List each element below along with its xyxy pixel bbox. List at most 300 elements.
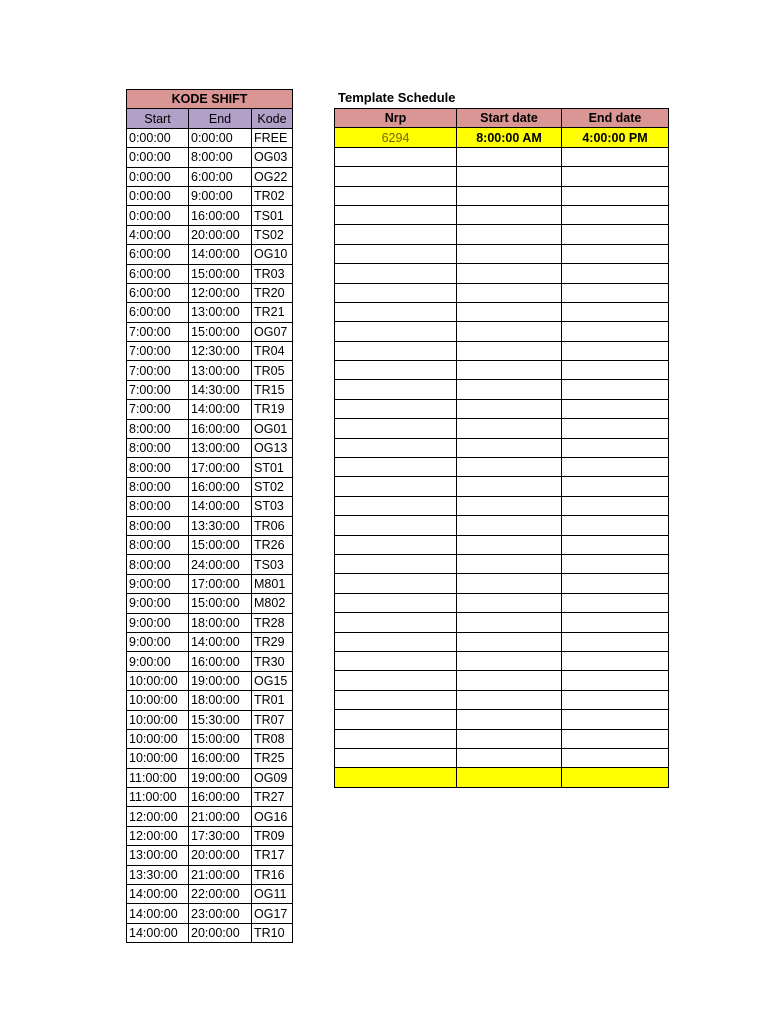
- table-row: [127, 283, 293, 302]
- schedule-cell[interactable]: [457, 574, 562, 593]
- kode-cell[interactable]: OG16: [252, 807, 293, 826]
- schedule-cell[interactable]: [335, 399, 457, 418]
- table-row: [127, 477, 293, 496]
- schedule-cell[interactable]: [562, 516, 669, 535]
- kode-cell[interactable]: TR08: [252, 729, 293, 748]
- schedule-title: Template Schedule: [338, 90, 456, 105]
- end-cell[interactable]: 14:00:00: [189, 245, 252, 264]
- schedule-row: [335, 554, 669, 573]
- end-cell[interactable]: 13:00:00: [189, 439, 252, 458]
- end-cell[interactable]: 13:00:00: [189, 303, 252, 322]
- kode-cell[interactable]: TR06: [252, 516, 293, 535]
- schedule-row: [335, 729, 669, 748]
- start-cell[interactable]: 10:00:00: [127, 710, 189, 729]
- start-cell[interactable]: 11:00:00: [127, 768, 189, 787]
- schedule-cell[interactable]: [562, 419, 669, 438]
- table-row: [127, 613, 293, 632]
- column-header-start: Start: [127, 109, 189, 128]
- table-row: [127, 128, 293, 147]
- schedule-cell[interactable]: [457, 167, 562, 186]
- schedule-cell[interactable]: [562, 632, 669, 651]
- kode-cell[interactable]: OG03: [252, 148, 293, 167]
- schedule-cell[interactable]: [335, 477, 457, 496]
- schedule-row: [335, 748, 669, 767]
- column-header-nrp: Nrp: [335, 109, 457, 128]
- end-cell[interactable]: 6:00:00: [189, 167, 252, 186]
- schedule-cell[interactable]: [335, 322, 457, 341]
- end-cell[interactable]: 0:00:00: [189, 128, 252, 147]
- schedule-row: [335, 167, 669, 186]
- kode-cell[interactable]: M801: [252, 574, 293, 593]
- schedule-cell[interactable]: [335, 244, 457, 263]
- kode-cell[interactable]: TR25: [252, 749, 293, 768]
- kode-cell[interactable]: OG13: [252, 439, 293, 458]
- end-cell[interactable]: 16:00:00: [189, 206, 252, 225]
- schedule-cell[interactable]: [457, 399, 562, 418]
- kode-cell[interactable]: ST01: [252, 458, 293, 477]
- end-cell[interactable]: 16:00:00: [189, 788, 252, 807]
- table-row: [127, 652, 293, 671]
- table-row: [127, 342, 293, 361]
- schedule-cell[interactable]: [562, 458, 669, 477]
- end-cell[interactable]: 16:00:00: [189, 749, 252, 768]
- kode-cell[interactable]: TR02: [252, 186, 293, 205]
- schedule-row: [335, 710, 669, 729]
- start-cell[interactable]: 8:00:00: [127, 458, 189, 477]
- schedule-cell[interactable]: [335, 632, 457, 651]
- schedule-cell[interactable]: [457, 322, 562, 341]
- schedule-cell[interactable]: [562, 167, 669, 186]
- start-cell[interactable]: 7:00:00: [127, 380, 189, 399]
- schedule-cell[interactable]: [562, 690, 669, 709]
- schedule-row: [335, 477, 669, 496]
- schedule-row: [335, 768, 669, 787]
- schedule-cell[interactable]: [562, 748, 669, 767]
- kode-cell[interactable]: TR05: [252, 361, 293, 380]
- schedule-cell[interactable]: [562, 768, 669, 787]
- schedule-cell[interactable]: [335, 748, 457, 767]
- schedule-row: [335, 458, 669, 477]
- schedule-cell[interactable]: [457, 729, 562, 748]
- schedule-cell[interactable]: [457, 613, 562, 632]
- start-cell[interactable]: 7:00:00: [127, 361, 189, 380]
- end-cell[interactable]: 15:00:00: [189, 729, 252, 748]
- end-cell[interactable]: 23:00:00: [189, 904, 252, 923]
- schedule-cell[interactable]: [457, 361, 562, 380]
- table-row: [127, 691, 293, 710]
- kode-cell[interactable]: TR26: [252, 535, 293, 554]
- kode-cell[interactable]: OG15: [252, 671, 293, 690]
- schedule-cell[interactable]: [335, 651, 457, 670]
- end-cell[interactable]: 14:00:00: [189, 632, 252, 651]
- table-row: [127, 865, 293, 884]
- schedule-cell[interactable]: [562, 438, 669, 457]
- start-cell[interactable]: 0:00:00: [127, 148, 189, 167]
- schedule-cell[interactable]: [335, 593, 457, 612]
- column-header-end-date: End date: [562, 109, 669, 128]
- kode-cell[interactable]: FREE: [252, 128, 293, 147]
- schedule-cell[interactable]: [562, 651, 669, 670]
- end-cell[interactable]: 14:30:00: [189, 380, 252, 399]
- table-row: [127, 729, 293, 748]
- kode-cell[interactable]: TR27: [252, 788, 293, 807]
- start-cell[interactable]: 8:00:00: [127, 477, 189, 496]
- start-cell[interactable]: 7:00:00: [127, 400, 189, 419]
- table-row: [127, 788, 293, 807]
- table-row: [127, 904, 293, 923]
- schedule-row: [335, 302, 669, 321]
- table-row: [127, 225, 293, 244]
- start-cell[interactable]: 13:00:00: [127, 846, 189, 865]
- start-cell[interactable]: 0:00:00: [127, 186, 189, 205]
- schedule-cell[interactable]: [457, 477, 562, 496]
- schedule-cell[interactable]: [562, 186, 669, 205]
- table-row: [127, 167, 293, 186]
- start-cell[interactable]: 11:00:00: [127, 788, 189, 807]
- table-row: [127, 497, 293, 516]
- schedule-cell[interactable]: [457, 438, 562, 457]
- schedule-cell[interactable]: [562, 264, 669, 283]
- schedule-cell[interactable]: [562, 554, 669, 573]
- schedule-cell[interactable]: [562, 147, 669, 166]
- schedule-cell[interactable]: [562, 593, 669, 612]
- schedule-cell[interactable]: [457, 748, 562, 767]
- schedule-row: [335, 632, 669, 651]
- start-cell[interactable]: 0:00:00: [127, 206, 189, 225]
- schedule-row: [335, 225, 669, 244]
- schedule-cell[interactable]: [457, 205, 562, 224]
- table-row: [127, 749, 293, 768]
- schedule-row: [335, 244, 669, 263]
- start-cell[interactable]: 9:00:00: [127, 652, 189, 671]
- end-cell[interactable]: 8:00:00: [189, 148, 252, 167]
- start-cell[interactable]: 10:00:00: [127, 749, 189, 768]
- start-cell[interactable]: 9:00:00: [127, 574, 189, 593]
- schedule-cell[interactable]: [335, 729, 457, 748]
- end-cell[interactable]: 12:00:00: [189, 283, 252, 302]
- schedule-row: [335, 205, 669, 224]
- table-row: [127, 885, 293, 904]
- kode-cell[interactable]: TR21: [252, 303, 293, 322]
- kode-cell[interactable]: TR16: [252, 865, 293, 884]
- schedule-cell[interactable]: [457, 341, 562, 360]
- table-row: [127, 322, 293, 341]
- end-date-cell[interactable]: 4:00:00 PM: [562, 128, 669, 147]
- kode-cell[interactable]: TR15: [252, 380, 293, 399]
- schedule-cell[interactable]: [562, 225, 669, 244]
- schedule-cell[interactable]: [457, 554, 562, 573]
- kode-shift-title: KODE SHIFT: [127, 90, 293, 109]
- schedule-cell[interactable]: [457, 244, 562, 263]
- table-row: [127, 400, 293, 419]
- schedule-cell[interactable]: [457, 147, 562, 166]
- kode-cell[interactable]: TR20: [252, 283, 293, 302]
- schedule-cell[interactable]: [457, 225, 562, 244]
- nrp-cell[interactable]: 6294: [335, 128, 457, 147]
- column-header-kode: Kode: [252, 109, 293, 128]
- start-cell[interactable]: 4:00:00: [127, 225, 189, 244]
- start-cell[interactable]: 14:00:00: [127, 904, 189, 923]
- schedule-cell[interactable]: [457, 186, 562, 205]
- column-header-start-date: Start date: [457, 109, 562, 128]
- end-cell[interactable]: 19:00:00: [189, 671, 252, 690]
- table-row: [127, 632, 293, 651]
- schedule-row: [335, 613, 669, 632]
- schedule-row: [335, 671, 669, 690]
- column-header-end: End: [189, 109, 252, 128]
- kode-cell[interactable]: TS03: [252, 555, 293, 574]
- end-cell[interactable]: 13:30:00: [189, 516, 252, 535]
- kode-cell[interactable]: TR07: [252, 710, 293, 729]
- schedule-cell[interactable]: [335, 380, 457, 399]
- schedule-row: [335, 283, 669, 302]
- start-cell[interactable]: 6:00:00: [127, 245, 189, 264]
- schedule-cell[interactable]: [562, 341, 669, 360]
- schedule-cell[interactable]: [335, 768, 457, 787]
- schedule-row: [335, 322, 669, 341]
- schedule-row: [335, 147, 669, 166]
- start-cell[interactable]: 6:00:00: [127, 303, 189, 322]
- table-row: [127, 710, 293, 729]
- schedule-cell[interactable]: [335, 554, 457, 573]
- template-schedule-table: [334, 108, 669, 788]
- schedule-row: [335, 516, 669, 535]
- schedule-cell[interactable]: [335, 710, 457, 729]
- kode-cell[interactable]: TS02: [252, 225, 293, 244]
- table-row: [127, 380, 293, 399]
- start-cell[interactable]: 9:00:00: [127, 632, 189, 651]
- schedule-cell[interactable]: [457, 516, 562, 535]
- kode-cell[interactable]: OG09: [252, 768, 293, 787]
- end-cell[interactable]: 20:00:00: [189, 846, 252, 865]
- table-row: [127, 923, 293, 942]
- end-cell[interactable]: 14:00:00: [189, 497, 252, 516]
- end-cell[interactable]: 13:00:00: [189, 361, 252, 380]
- table-row: [127, 535, 293, 554]
- kode-cell[interactable]: OG11: [252, 885, 293, 904]
- end-cell[interactable]: 15:00:00: [189, 322, 252, 341]
- table-row: [127, 671, 293, 690]
- kode-cell[interactable]: TR19: [252, 400, 293, 419]
- schedule-cell[interactable]: [457, 264, 562, 283]
- end-cell[interactable]: 16:00:00: [189, 419, 252, 438]
- end-cell[interactable]: 15:30:00: [189, 710, 252, 729]
- start-cell[interactable]: 6:00:00: [127, 264, 189, 283]
- end-cell[interactable]: 15:00:00: [189, 535, 252, 554]
- start-cell[interactable]: 6:00:00: [127, 283, 189, 302]
- schedule-cell[interactable]: [335, 613, 457, 632]
- schedule-cell[interactable]: [562, 671, 669, 690]
- schedule-cell[interactable]: [562, 496, 669, 515]
- kode-cell[interactable]: TR17: [252, 846, 293, 865]
- kode-cell[interactable]: TS01: [252, 206, 293, 225]
- table-row: [127, 458, 293, 477]
- schedule-cell[interactable]: [335, 186, 457, 205]
- end-cell[interactable]: 21:00:00: [189, 807, 252, 826]
- end-cell[interactable]: 17:00:00: [189, 574, 252, 593]
- schedule-cell[interactable]: [335, 283, 457, 302]
- start-cell[interactable]: 8:00:00: [127, 535, 189, 554]
- start-cell[interactable]: 9:00:00: [127, 613, 189, 632]
- start-cell[interactable]: 14:00:00: [127, 923, 189, 942]
- kode-cell[interactable]: M802: [252, 594, 293, 613]
- kode-cell[interactable]: TR28: [252, 613, 293, 632]
- kode-shift-table: [126, 89, 293, 943]
- end-cell[interactable]: 17:00:00: [189, 458, 252, 477]
- schedule-cell[interactable]: [562, 399, 669, 418]
- schedule-cell[interactable]: [457, 302, 562, 321]
- schedule-cell[interactable]: [562, 613, 669, 632]
- schedule-row: [335, 574, 669, 593]
- end-cell[interactable]: 17:30:00: [189, 826, 252, 845]
- schedule-cell[interactable]: [335, 264, 457, 283]
- end-cell[interactable]: 24:00:00: [189, 555, 252, 574]
- schedule-cell[interactable]: [335, 225, 457, 244]
- kode-cell[interactable]: TR30: [252, 652, 293, 671]
- schedule-cell[interactable]: [335, 302, 457, 321]
- kode-cell[interactable]: TR04: [252, 342, 293, 361]
- schedule-cell[interactable]: [457, 283, 562, 302]
- schedule-row: [335, 438, 669, 457]
- kode-cell[interactable]: OG22: [252, 167, 293, 186]
- start-cell[interactable]: 12:00:00: [127, 826, 189, 845]
- schedule-cell[interactable]: [457, 690, 562, 709]
- table-row: [127, 574, 293, 593]
- schedule-cell[interactable]: [335, 671, 457, 690]
- start-cell[interactable]: 7:00:00: [127, 342, 189, 361]
- table-row: [127, 807, 293, 826]
- end-cell[interactable]: 9:00:00: [189, 186, 252, 205]
- kode-cell[interactable]: OG10: [252, 245, 293, 264]
- kode-cell[interactable]: TR10: [252, 923, 293, 942]
- schedule-cell[interactable]: [457, 419, 562, 438]
- schedule-cell[interactable]: [335, 690, 457, 709]
- kode-cell[interactable]: TR03: [252, 264, 293, 283]
- kode-cell[interactable]: TR09: [252, 826, 293, 845]
- schedule-cell[interactable]: [562, 729, 669, 748]
- end-cell[interactable]: 21:00:00: [189, 865, 252, 884]
- start-cell[interactable]: 8:00:00: [127, 419, 189, 438]
- schedule-cell[interactable]: [457, 671, 562, 690]
- schedule-cell[interactable]: [562, 361, 669, 380]
- start-cell[interactable]: 8:00:00: [127, 439, 189, 458]
- schedule-cell[interactable]: [562, 710, 669, 729]
- schedule-cell[interactable]: [562, 477, 669, 496]
- schedule-cell[interactable]: [335, 535, 457, 554]
- table-row: [127, 148, 293, 167]
- start-cell[interactable]: 12:00:00: [127, 807, 189, 826]
- end-cell[interactable]: 22:00:00: [189, 885, 252, 904]
- table-row: [127, 439, 293, 458]
- schedule-cell[interactable]: [457, 458, 562, 477]
- schedule-cell[interactable]: [335, 496, 457, 515]
- schedule-cell[interactable]: [457, 651, 562, 670]
- end-cell[interactable]: 18:00:00: [189, 613, 252, 632]
- schedule-cell[interactable]: [562, 205, 669, 224]
- schedule-cell[interactable]: [335, 419, 457, 438]
- schedule-cell[interactable]: [457, 535, 562, 554]
- schedule-cell[interactable]: [335, 341, 457, 360]
- schedule-row: [335, 380, 669, 399]
- end-cell[interactable]: 18:00:00: [189, 691, 252, 710]
- schedule-cell[interactable]: [562, 574, 669, 593]
- table-row: [127, 594, 293, 613]
- kode-cell[interactable]: OG01: [252, 419, 293, 438]
- schedule-cell[interactable]: [457, 632, 562, 651]
- kode-cell[interactable]: ST03: [252, 497, 293, 516]
- end-cell[interactable]: 15:00:00: [189, 264, 252, 283]
- start-date-cell[interactable]: 8:00:00 AM: [457, 128, 562, 147]
- start-cell[interactable]: 14:00:00: [127, 885, 189, 904]
- schedule-cell[interactable]: [457, 496, 562, 515]
- schedule-row: [335, 496, 669, 515]
- schedule-cell[interactable]: [562, 380, 669, 399]
- schedule-cell[interactable]: [562, 535, 669, 554]
- end-cell[interactable]: 15:00:00: [189, 594, 252, 613]
- start-cell[interactable]: 8:00:00: [127, 497, 189, 516]
- kode-cell[interactable]: TR01: [252, 691, 293, 710]
- start-cell[interactable]: 10:00:00: [127, 671, 189, 690]
- start-cell[interactable]: 10:00:00: [127, 691, 189, 710]
- end-cell[interactable]: 20:00:00: [189, 225, 252, 244]
- start-cell[interactable]: 8:00:00: [127, 516, 189, 535]
- schedule-cell[interactable]: [335, 147, 457, 166]
- start-cell[interactable]: 7:00:00: [127, 322, 189, 341]
- schedule-cell[interactable]: [562, 283, 669, 302]
- end-cell[interactable]: 16:00:00: [189, 652, 252, 671]
- schedule-cell[interactable]: [335, 458, 457, 477]
- schedule-row: [335, 186, 669, 205]
- end-cell[interactable]: 12:30:00: [189, 342, 252, 361]
- kode-cell[interactable]: OG07: [252, 322, 293, 341]
- schedule-row: [335, 341, 669, 360]
- start-cell[interactable]: 8:00:00: [127, 555, 189, 574]
- start-cell[interactable]: 10:00:00: [127, 729, 189, 748]
- start-cell[interactable]: 0:00:00: [127, 128, 189, 147]
- kode-cell[interactable]: OG17: [252, 904, 293, 923]
- schedule-cell[interactable]: [335, 516, 457, 535]
- schedule-cell[interactable]: [457, 710, 562, 729]
- schedule-cell[interactable]: [335, 438, 457, 457]
- schedule-row: [335, 264, 669, 283]
- table-row: [127, 245, 293, 264]
- table-row: [127, 846, 293, 865]
- start-cell[interactable]: 13:30:00: [127, 865, 189, 884]
- schedule-row: [335, 361, 669, 380]
- schedule-cell[interactable]: [335, 205, 457, 224]
- schedule-cell[interactable]: [457, 593, 562, 612]
- schedule-cell[interactable]: [457, 768, 562, 787]
- schedule-row: [335, 651, 669, 670]
- schedule-cell[interactable]: [335, 361, 457, 380]
- schedule-cell[interactable]: [562, 322, 669, 341]
- kode-cell[interactable]: TR29: [252, 632, 293, 651]
- end-cell[interactable]: 14:00:00: [189, 400, 252, 419]
- table-row: [127, 419, 293, 438]
- schedule-cell[interactable]: [335, 167, 457, 186]
- end-cell[interactable]: 19:00:00: [189, 768, 252, 787]
- start-cell[interactable]: 0:00:00: [127, 167, 189, 186]
- schedule-cell[interactable]: [562, 302, 669, 321]
- schedule-cell[interactable]: [457, 380, 562, 399]
- kode-cell[interactable]: ST02: [252, 477, 293, 496]
- schedule-cell[interactable]: [562, 244, 669, 263]
- table-row: [127, 264, 293, 283]
- end-cell[interactable]: 16:00:00: [189, 477, 252, 496]
- start-cell[interactable]: 9:00:00: [127, 594, 189, 613]
- schedule-cell[interactable]: [335, 574, 457, 593]
- end-cell[interactable]: 20:00:00: [189, 923, 252, 942]
